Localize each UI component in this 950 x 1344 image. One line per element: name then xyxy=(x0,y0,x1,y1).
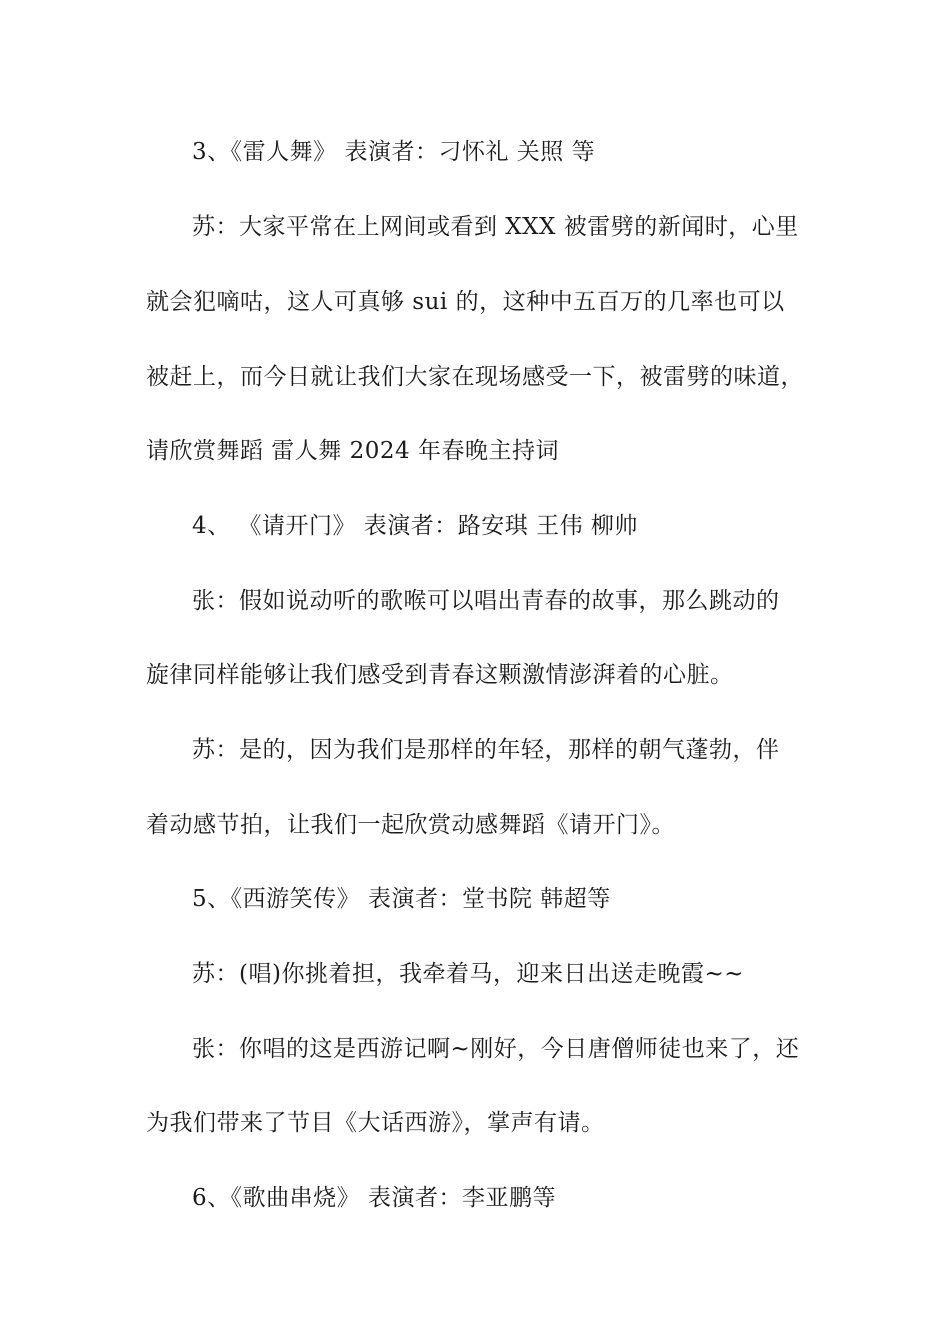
paragraph-line: 被赶上，而今日就让我们大家在现场感受一下，被雷劈的味道， xyxy=(146,364,804,390)
program-heading-4: 4、 《请开门》 表演者：路安琪 王伟 柳帅 xyxy=(192,513,638,539)
paragraph-line: 请欣赏舞蹈 雷人舞 2024 年春晚主持词 xyxy=(146,438,559,464)
paragraph-line: 苏：(唱)你挑着担，我牵着马，迎来日出送走晚霞~~ xyxy=(192,961,744,987)
paragraph-line: 张：你唱的这是西游记啊~刚好，今日唐僧师徒也来了，还 xyxy=(192,1036,800,1062)
paragraph-line: 苏：是的，因为我们是那样的年轻，那样的朝气蓬勃，伴 xyxy=(192,737,780,763)
paragraph-line: 苏：大家平常在上网间或看到 XXX 被雷劈的新闻时，心里 xyxy=(192,214,799,240)
program-heading-3: 3、《雷人舞》 表演者：刁怀礼 关照 等 xyxy=(192,139,596,165)
paragraph-line: 就会犯嘀咕，这人可真够 sui 的，这种中五百万的几率也可以 xyxy=(146,289,785,315)
paragraph-line: 张：假如说动听的歌喉可以唱出青春的故事，那么跳动的 xyxy=(192,588,780,614)
program-heading-6: 6、《歌曲串烧》 表演者：李亚鹏等 xyxy=(192,1185,556,1211)
paragraph-line: 着动感节拍，让我们一起欣赏动感舞蹈《请开门》。 xyxy=(146,812,675,838)
program-heading-5: 5、《西游笑传》 表演者：堂书院 韩超等 xyxy=(192,886,611,912)
paragraph-line: 为我们带来了节目《大话西游》，掌声有请。 xyxy=(146,1110,605,1136)
paragraph-line: 旋律同样能够让我们感受到青春这颗激情澎湃着的心脏。 xyxy=(146,662,734,688)
